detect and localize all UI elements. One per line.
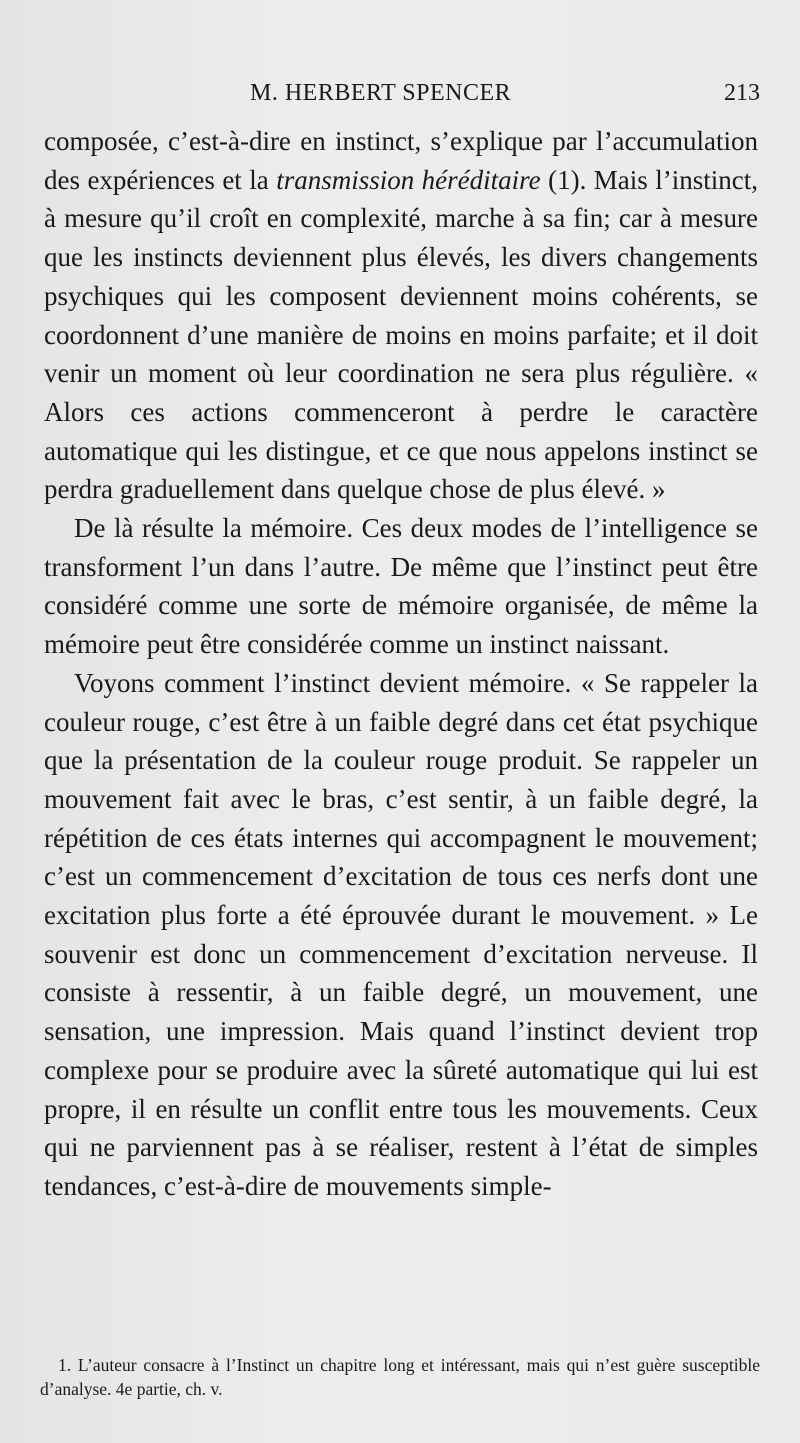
page-number: 213: [724, 80, 760, 106]
running-title: M. HERBERT SPENCER: [250, 80, 512, 106]
body-text: [44, 122, 758, 1206]
paragraph-1-rest: (1). Mais l’instinct, à mesure qu’il croît en complexité, marche à sa fin; car à mesure que les instincts deviennent plus élevés, les divers changements psychiques qui les composent deviennent moins cohérents, se coordonnent d’une manière de moins en moins parfaite; et il doit venir un moment où leur coordination ne sera plus régulière. « Alors ces actions commenceront à perdre le caractère automatique qui les distingue, et ce que nous appelons instinct se perdra graduellement dans quelque chose de plus élevé. »: [44, 164, 758, 505]
paragraph-1-start: composée, c’est-à-dire en instinct, s’explique par l’accumulation des expériences et la: [44, 126, 758, 195]
paragraph-1: [44, 122, 758, 509]
paragraph-2: De là résulte la mémoire. Ces deux modes de l’intelligence se transforment l’un dans l’autre. De même que l’instinct peut être considéré comme une sorte de mémoire organisée, de même la mémoire peut être considérée comme un instinct naissant.: [44, 513, 758, 660]
page-header: [40, 80, 760, 116]
footnote-text: 1. L’auteur consacre à l’Instinct un chapitre long et intéressant, mais qui n’est guère susceptible d’analyse. 4e partie, ch. v.: [40, 1355, 760, 1399]
italic-phrase: transmission héréditaire: [276, 164, 541, 195]
footnote: [40, 1353, 760, 1401]
paragraph-3: Voyons comment l’instinct devient mémoire. « Se rappeler la couleur rouge, c’est être à un faible degré dans cet état psychique que la présentation de la couleur rouge produit. Se rappeler un mouvement fait avec le bras, c’est sentir, à un faible degré, la répétition de ces états internes qui accompagnent le mouvement; c’est un commencement d’excitation de tous ces nerfs dont une excitation plus forte a été éprouvée durant le mouvement. » Le souvenir est donc un commencement d’excitation nerveuse. Il consiste à ressentir, à un faible degré, un mouvement, une sensation, une impression. Mais quand l’instinct devient trop complexe pour se produire avec la sûreté automatique qui lui est propre, il en résulte un conflit entre tous les mouvements. Ceux qui ne parviennent pas à se réaliser, restent à l’état de simples tendances, c’est-à-dire de mouvements simple-: [44, 667, 758, 1201]
